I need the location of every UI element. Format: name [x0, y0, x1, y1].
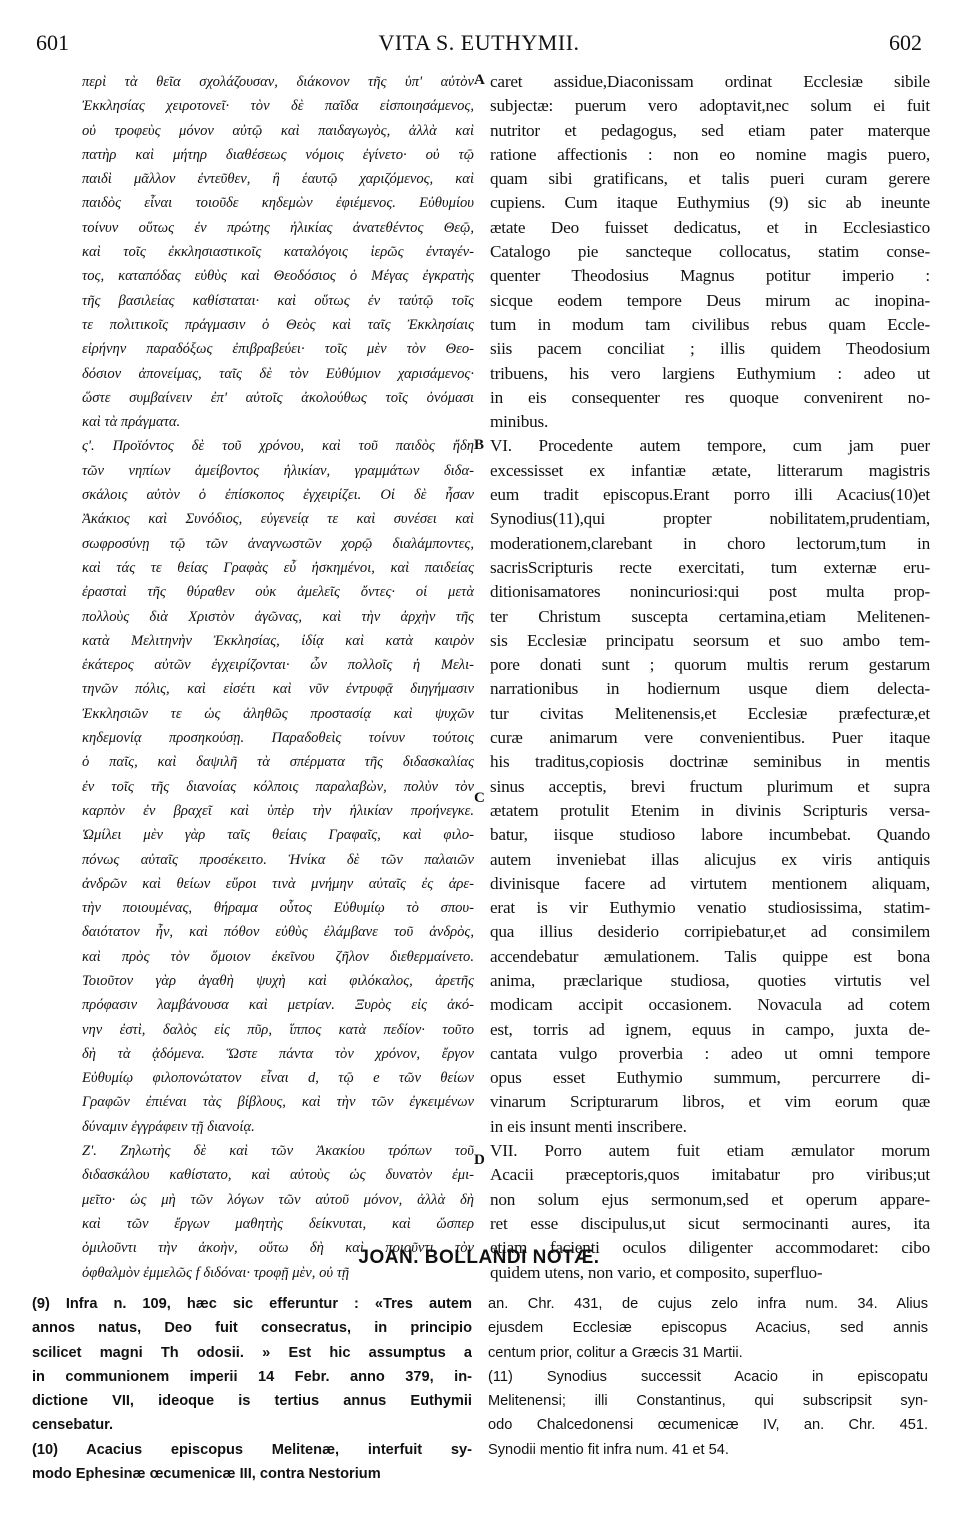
note-line: modo Ephesinæ œcumenicæ III, contra Nestorium: [32, 1466, 381, 1483]
greek-text-line: τος, καταπόδας εὐθὺς καὶ Θεοδόσιος ὁ Μέγας ἐγκρατὴς: [82, 268, 474, 285]
latin-text-line: caret assidue,Diaconissam ordinat Ecclesiæ sibile: [490, 72, 930, 91]
latin-text-line: ratione affectionis : non eo nomine magis puero,: [490, 144, 930, 164]
latin-text-line: excessisset ex infantiæ ætate, litterarum magistris: [490, 460, 930, 480]
running-title: VITA S. EUTHYMII.: [378, 30, 580, 55]
latin-text-line: vinarum Scripturarum libros, et vim eorum quæ: [490, 1092, 930, 1112]
latin-text-line: non solum ejus sermonum,sed et operum appare-: [490, 1189, 930, 1209]
latin-text-line: ætate Deo fuisset dedicatus, et in Ecclesiastico: [490, 217, 930, 237]
latin-text-line: cantata vulgo proverbia : adeo ut omni tempore: [490, 1043, 930, 1063]
latin-text-line: minibus.: [490, 412, 549, 432]
latin-text-line: modicam accipit occasionem. Novacula ad cotem: [490, 995, 930, 1015]
margin-marker-c: C: [474, 790, 485, 806]
latin-text-line: cupiens. Cum itaque Euthymius (9) sic ab ineunte: [490, 193, 930, 213]
latin-text-line: quenter Theodosius Magnus potitur imperio :: [490, 266, 930, 286]
latin-text-line: VI. Procedente autem tempore, cum jam puer: [490, 436, 930, 456]
page-number-left: 601: [36, 30, 69, 55]
greek-text-line: Εὐθυμίῳ φιλοπονώτατον εἶναι d, τῷ e τῶν θείων: [82, 1070, 474, 1087]
greek-text-line: δόσιον ἀπονείμας, ταῖς δὲ τὸν Εὐθύμιον χαρισάμενος·: [82, 365, 474, 382]
note-line: (11) Synodius successit Acacio in episcopatu: [488, 1368, 928, 1385]
latin-text-line: siis pacem conciliat ; illis quidem Theodosium: [490, 339, 930, 359]
greek-text-line: ὁ παῖς, καὶ δαψιλῆ τὰ σπέρματα τῆς διδασκαλίας: [82, 754, 474, 771]
greek-text-line: εἰρήνην παραδόξως ἐπιβραβεύει· τοῖς μὲν τὸν Θεο-: [82, 341, 474, 358]
latin-text-line: curæ animarum vere convenientibus. Puer itaque: [490, 728, 930, 748]
greek-text-line: καὶ τοῖς ἐκκλησιαστικοῖς καταλόγοις ἱερῶς ἐνταγέν-: [82, 244, 474, 261]
greek-text-line: διδασκάλου καθίστατο, καὶ αὐτοὺς ὡς δυνατὸν ἐμι-: [82, 1167, 474, 1184]
latin-text-line: in eis consequenter res quoque convenirent no-: [490, 387, 930, 407]
greek-text-line: τε πολιτικοῖς πράγμασιν ὁ Θεὸς καὶ ταῖς Ἐκκλησίαις: [82, 316, 474, 333]
latin-text-line: quam sibi gratificans, et talis pueri curam gerere: [490, 169, 930, 189]
greek-text-line: τὴν ποιουμένας, θήραμα οὗτος Εὐθυμίῳ τὸ σπου-: [82, 900, 474, 917]
greek-text-line: Ὡμίλει μὲν γὰρ ταῖς θείαις Γραφαῖς, καὶ φιλο-: [82, 827, 474, 844]
latin-text-column: [490, 70, 930, 1285]
latin-text-line: accendebatur æmulationem. Talis quippe est bona: [490, 946, 930, 966]
latin-text-line: tum in modum tam civilibus rebus quam Eccle-: [490, 314, 930, 334]
greek-text-line: πολλοὺς διὰ Χριστὸν ἀγῶνας, καὶ τὴν ἀρχὴν τῆς: [82, 608, 474, 625]
latin-text-line: sacrisScripturis recte exercitati, tum externæ eru-: [490, 557, 930, 577]
latin-text-line: his traditus,copiosis doctrinæ seminibus in mentis: [490, 752, 930, 772]
greek-text-line: νην ἐστὶ, δαλὸς εἰς πῦρ, ἵππος κατὰ πεδίον· τοῦτο: [82, 1021, 474, 1038]
greek-text-line: δύναμιν ἐγγράφειν τῇ διανοίᾳ.: [82, 1118, 255, 1135]
latin-text-line: tur civitas Melitenensis,et Ecclesiæ præfecturæ,et: [490, 703, 930, 723]
greek-text-column: [82, 70, 474, 1285]
greek-text-line: Ἐκκλησιῶν τε ὡς ἀληθῶς προστασίᾳ καὶ ψυχῶν: [82, 705, 474, 722]
latin-text-line: moderationem,clarebant in choro lectorum,tum in: [490, 533, 930, 553]
greek-text-line: καὶ τάς τε θείας Γραφὰς εὖ ἠσκημένοι, καὶ παιδείας: [82, 559, 474, 576]
greek-text-line: πατὴρ καὶ μήτηρ διαθέσεως νόμοις ἐγίνετο· οὐ τῷ: [82, 146, 474, 163]
margin-marker-d: D: [474, 1152, 485, 1168]
greek-text-line: πόνως αὐταῖς προσέκειτο. Ἡνίκα δὲ τῶν παλαιῶν: [82, 851, 474, 868]
latin-text-line: tribuens, his vero largiens Euthymium : adeo ut: [490, 363, 930, 383]
latin-text-line: VII. Porro autem fuit etiam æmulator morum: [490, 1141, 930, 1161]
note-line: (10) Acacius episcopus Melitenæ, interfuit sy-: [32, 1441, 472, 1458]
greek-text-line: ὥστε συμβαίνειν ἐπ' αὐτοῖς ἀκολούθως τοῖς ὀνόμασι: [82, 389, 474, 406]
greek-text-line: ἀνδρῶν καὶ θείων εὕροι τινὰ μνήμην αὐταῖς ἐς ἀρε-: [82, 875, 474, 892]
latin-text-line: ret esse discipulus,ut sicut sermocinanti aures, ita: [490, 1213, 930, 1233]
greek-text-line: τηνῶν πόλις, καὶ εἰσέτι καὶ νῦν ἐντρυφᾷ διηγήμασιν: [82, 681, 474, 698]
note-line: dictione VII, ideoque is tertius annus Euthymii: [32, 1393, 472, 1410]
latin-text-line: batur, iisque studioso labore incumbebat. Quando: [490, 825, 930, 845]
greek-text-line: τῆς βασιλείας καθίσταται· καὶ οὕτως ἐν ταὐτῷ τοῖς: [82, 292, 474, 309]
notes-left-column: [32, 1295, 472, 1489]
greek-text-line: ς'. Προϊόντος δὲ τοῦ χρόνου, καὶ τοῦ παιδὸς ἤδη: [82, 438, 474, 455]
latin-text-line: opus esset Euthymio summum, percurrere di-: [490, 1068, 930, 1088]
greek-text-line: ὁμιλοῦντι τὴν ἀκοὴν, οὕτω δὴ καὶ ποιοῦντι τὸν: [82, 1240, 474, 1257]
note-line: odo Chalcedonensi œcumenicæ IV, an. Chr. 451.: [488, 1417, 928, 1434]
note-line: annos natus, Deo fuit consecratus, in principio: [32, 1320, 472, 1337]
latin-text-line: Acacii præceptoris,quos imitabatur pro viribus;ut: [490, 1165, 930, 1185]
latin-text-line: autem inveniebat illas alicujus ex viris antiquis: [490, 849, 930, 869]
margin-marker-a: A: [474, 72, 485, 88]
margin-marker-b: B: [474, 437, 485, 453]
greek-text-line: σωφροσύνῃ τῷ τῶν ἀναγνωστῶν χορῷ διαλάμποντες,: [82, 535, 474, 552]
greek-text-line: ἐρασταὶ τῆς θύραθεν οὐκ ἀμελεῖς ὄντες· οἱ μετὰ: [82, 584, 474, 601]
latin-text-line: narrationibus in hodiernum usque diem delecta-: [490, 679, 930, 699]
latin-text-line: est, torris ad ignem, equus in campo, juxta de-: [490, 1019, 930, 1039]
greek-text-line: καὶ τὰ πράγματα.: [82, 414, 181, 431]
latin-text-line: Synodius(11),qui propter nobilitatem,prudentiam,: [490, 509, 930, 529]
latin-text-line: in eis insunt menti inscribere.: [490, 1116, 687, 1136]
latin-text-line: nutritor et pedagogus, sed etiam pater materque: [490, 120, 930, 140]
latin-text-line: qua illius desiderio corripiebatur,et ad consimilem: [490, 922, 930, 942]
greek-text-line: μεῖτο· ὡς μὴ τῶν λόγων τῶν αὐτοῦ μόνον, ἀλλὰ δὴ: [82, 1191, 474, 1208]
latin-text-line: eum tradit episcopus.Erant porro illi Acacius(10)et: [490, 485, 930, 505]
greek-text-line: περὶ τὰ θεῖα σχολάζουσαν, διάκονον τῆς ὑπ' αὐτὸν: [82, 74, 474, 90]
latin-text-line: ter Christum suscepta certamina,etiam Melitenen-: [490, 606, 930, 626]
greek-text-line: παιδὸς εἶναι τοιοῦδε κηδεμὼν ἐφιέμενος. Εὐθυμίου: [82, 195, 474, 212]
note-line: ejusdem Ecclesiæ episcopus Acacius, sed annis: [488, 1320, 928, 1337]
greek-text-line: τῶν νηπίων ἀμείβοντος ἡλικίαν, γραμμάτων διδα-: [82, 462, 474, 479]
latin-text-line: etiam facienti oculos diligenter accommodaret: cibo: [490, 1238, 930, 1258]
note-line: Synodii mentio fit infra num. 41 et 54.: [488, 1441, 729, 1458]
note-line: censebatur.: [32, 1417, 114, 1434]
greek-text-line: κατὰ Μελιτηνὴν Ἐκκλησίας, ἰδίᾳ καὶ κατὰ καιρὸν: [82, 632, 474, 649]
notes-title: JOAN. BOLLANDI NOTÆ.: [358, 1247, 600, 1268]
latin-text-line: ætatem protulit Etenim in divinis Scripturis versa-: [490, 800, 930, 820]
latin-text-line: subjectæ: puerum vero adoptavit,nec solum ei fuit: [490, 96, 930, 116]
latin-text-line: quidem utens, non vario, et composito, superfluo-: [490, 1262, 823, 1282]
latin-text-line: sinus acceptis, brevi fructum plurimum et supra: [490, 776, 930, 796]
greek-text-line: ὀφθαλμὸν ἐμμελῶς f διδόναι· τροφῇ μὲν, οὐ τῇ: [82, 1264, 350, 1281]
note-line: centum prior, colitur a Græcis 31 Martii.: [488, 1344, 743, 1361]
greek-text-line: Ἀκάκιος καὶ Συνόδιος, εὐγενείᾳ τε καὶ συνέσει καὶ: [82, 511, 474, 528]
latin-text-line: ditionisamatores nonincuriosi:qui post multa prop-: [490, 582, 930, 602]
latin-text-line: sicque eodem tempore Deus mirum ac inopina-: [490, 290, 930, 310]
latin-text-line: anima, præclarique studiosa, quoties virtutis vel: [490, 970, 930, 990]
greek-text-line: τοίνυν οὕτως ἐν πρώτης ἡλικίας ἀνατεθέντος Θεῷ,: [82, 219, 474, 236]
greek-text-line: κηδεμονίᾳ προσηκούσῃ. Παραδοθεὶς τοίνυν τούτοις: [82, 730, 474, 747]
greek-text-line: παιδὶ μᾶλλον ἐντεῦθεν, ἢ ἑαυτῷ χαριζόμενος, καὶ: [82, 171, 474, 188]
latin-text-line: erat is vir Euthymio venatio studiosissima, statim-: [490, 898, 930, 918]
greek-text-line: ἐν τοῖς τῆς διανοίας κόλποις παραλαβὼν, πολὺν τὸν: [82, 778, 474, 795]
page-number-right: 602: [889, 30, 922, 55]
notes-right-column: [488, 1295, 928, 1465]
greek-text-line: Ἐκκλησίας χειροτονεῖ· τὸν δὲ παῖδα εἰσποιησάμενος,: [82, 98, 474, 115]
greek-text-line: καρπὸν ἐν βραχεῖ καὶ ὑπὲρ τὴν ἡλικίαν προήνεγκε.: [82, 802, 474, 819]
greek-text-line: δὴ τὰ ᾀδόμενα. Ὥστε πάντα τὸν χρόνον, ἔργον: [82, 1045, 474, 1062]
greek-text-line: καὶ πρὸς τὸν ὅμοιον ἐκεῖνου ζῆλον διεθερμαίνετο.: [82, 948, 474, 965]
note-line: Melitenensi; illi Constantinus, qui subscripsit syn-: [488, 1393, 928, 1410]
greek-text-line: καὶ τῶν ἔργων μαθητὴς δείκνυται, καὶ ὥσπερ: [82, 1215, 474, 1232]
latin-text-line: divinisque facere ad virtutem mentionem aliquam,: [490, 873, 930, 893]
greek-text-line: σκάλοις αὐτὸν ὁ ἐπίσκοπος ἐγχειρίζει. Οἱ δὲ ἦσαν: [82, 487, 474, 504]
greek-text-line: δαιότατον ἦν, καὶ πόθον εὐθὺς ἐλάμβανε τοῦ ἀνδρὸς,: [82, 924, 474, 941]
greek-text-line: πρόφασιν λαμβάνουσα καὶ μετρίαν. Ξυρὸς εἰς ἀκό-: [82, 997, 474, 1014]
latin-text-line: sis Ecclesiæ principatu seorsum et suo ambo tem-: [490, 630, 930, 650]
greek-text-line: οὐ τροφεὺς μόνον αὐτῷ καὶ παιδαγωγὸς, ἀλλὰ καὶ: [82, 122, 474, 139]
greek-text-line: Τοιοῦτον γὰρ ἀγαθὴ ψυχὴ καὶ φιλόκαλος, ἀρετῆς: [82, 972, 474, 989]
greek-text-line: Γραφῶν ἐπιέναι τὰς βίβλους, καὶ τὴν τῶν ἐγκειμένων: [82, 1094, 474, 1111]
greek-text-line: Ζ'. Ζηλωτὴς δὲ καὶ τῶν Ἀκακίου τρόπων τοῦ: [82, 1143, 474, 1160]
note-line: scilicet magni Th odosii. » Est hic assumptus a: [32, 1344, 472, 1361]
note-line: (9) Infra n. 109, hæc sic efferuntur : «Tres autem: [32, 1296, 472, 1312]
running-header: [36, 30, 922, 62]
latin-text-line: Catalogo pie sancteque collocatus, statim conse-: [490, 242, 930, 262]
note-line: in communionem imperii 14 Febr. anno 379, in-: [32, 1368, 472, 1385]
greek-text-line: ἑκάτερος αὐτῶν ἐγχειρίζονται· ὧν πολλοῖς ἡ Μελι-: [82, 657, 474, 674]
note-line: an. Chr. 431, de cujus zelo infra num. 34. Alius: [488, 1296, 928, 1312]
latin-text-line: pore donati sunt ; quorum multis rerum gestarum: [490, 655, 930, 675]
